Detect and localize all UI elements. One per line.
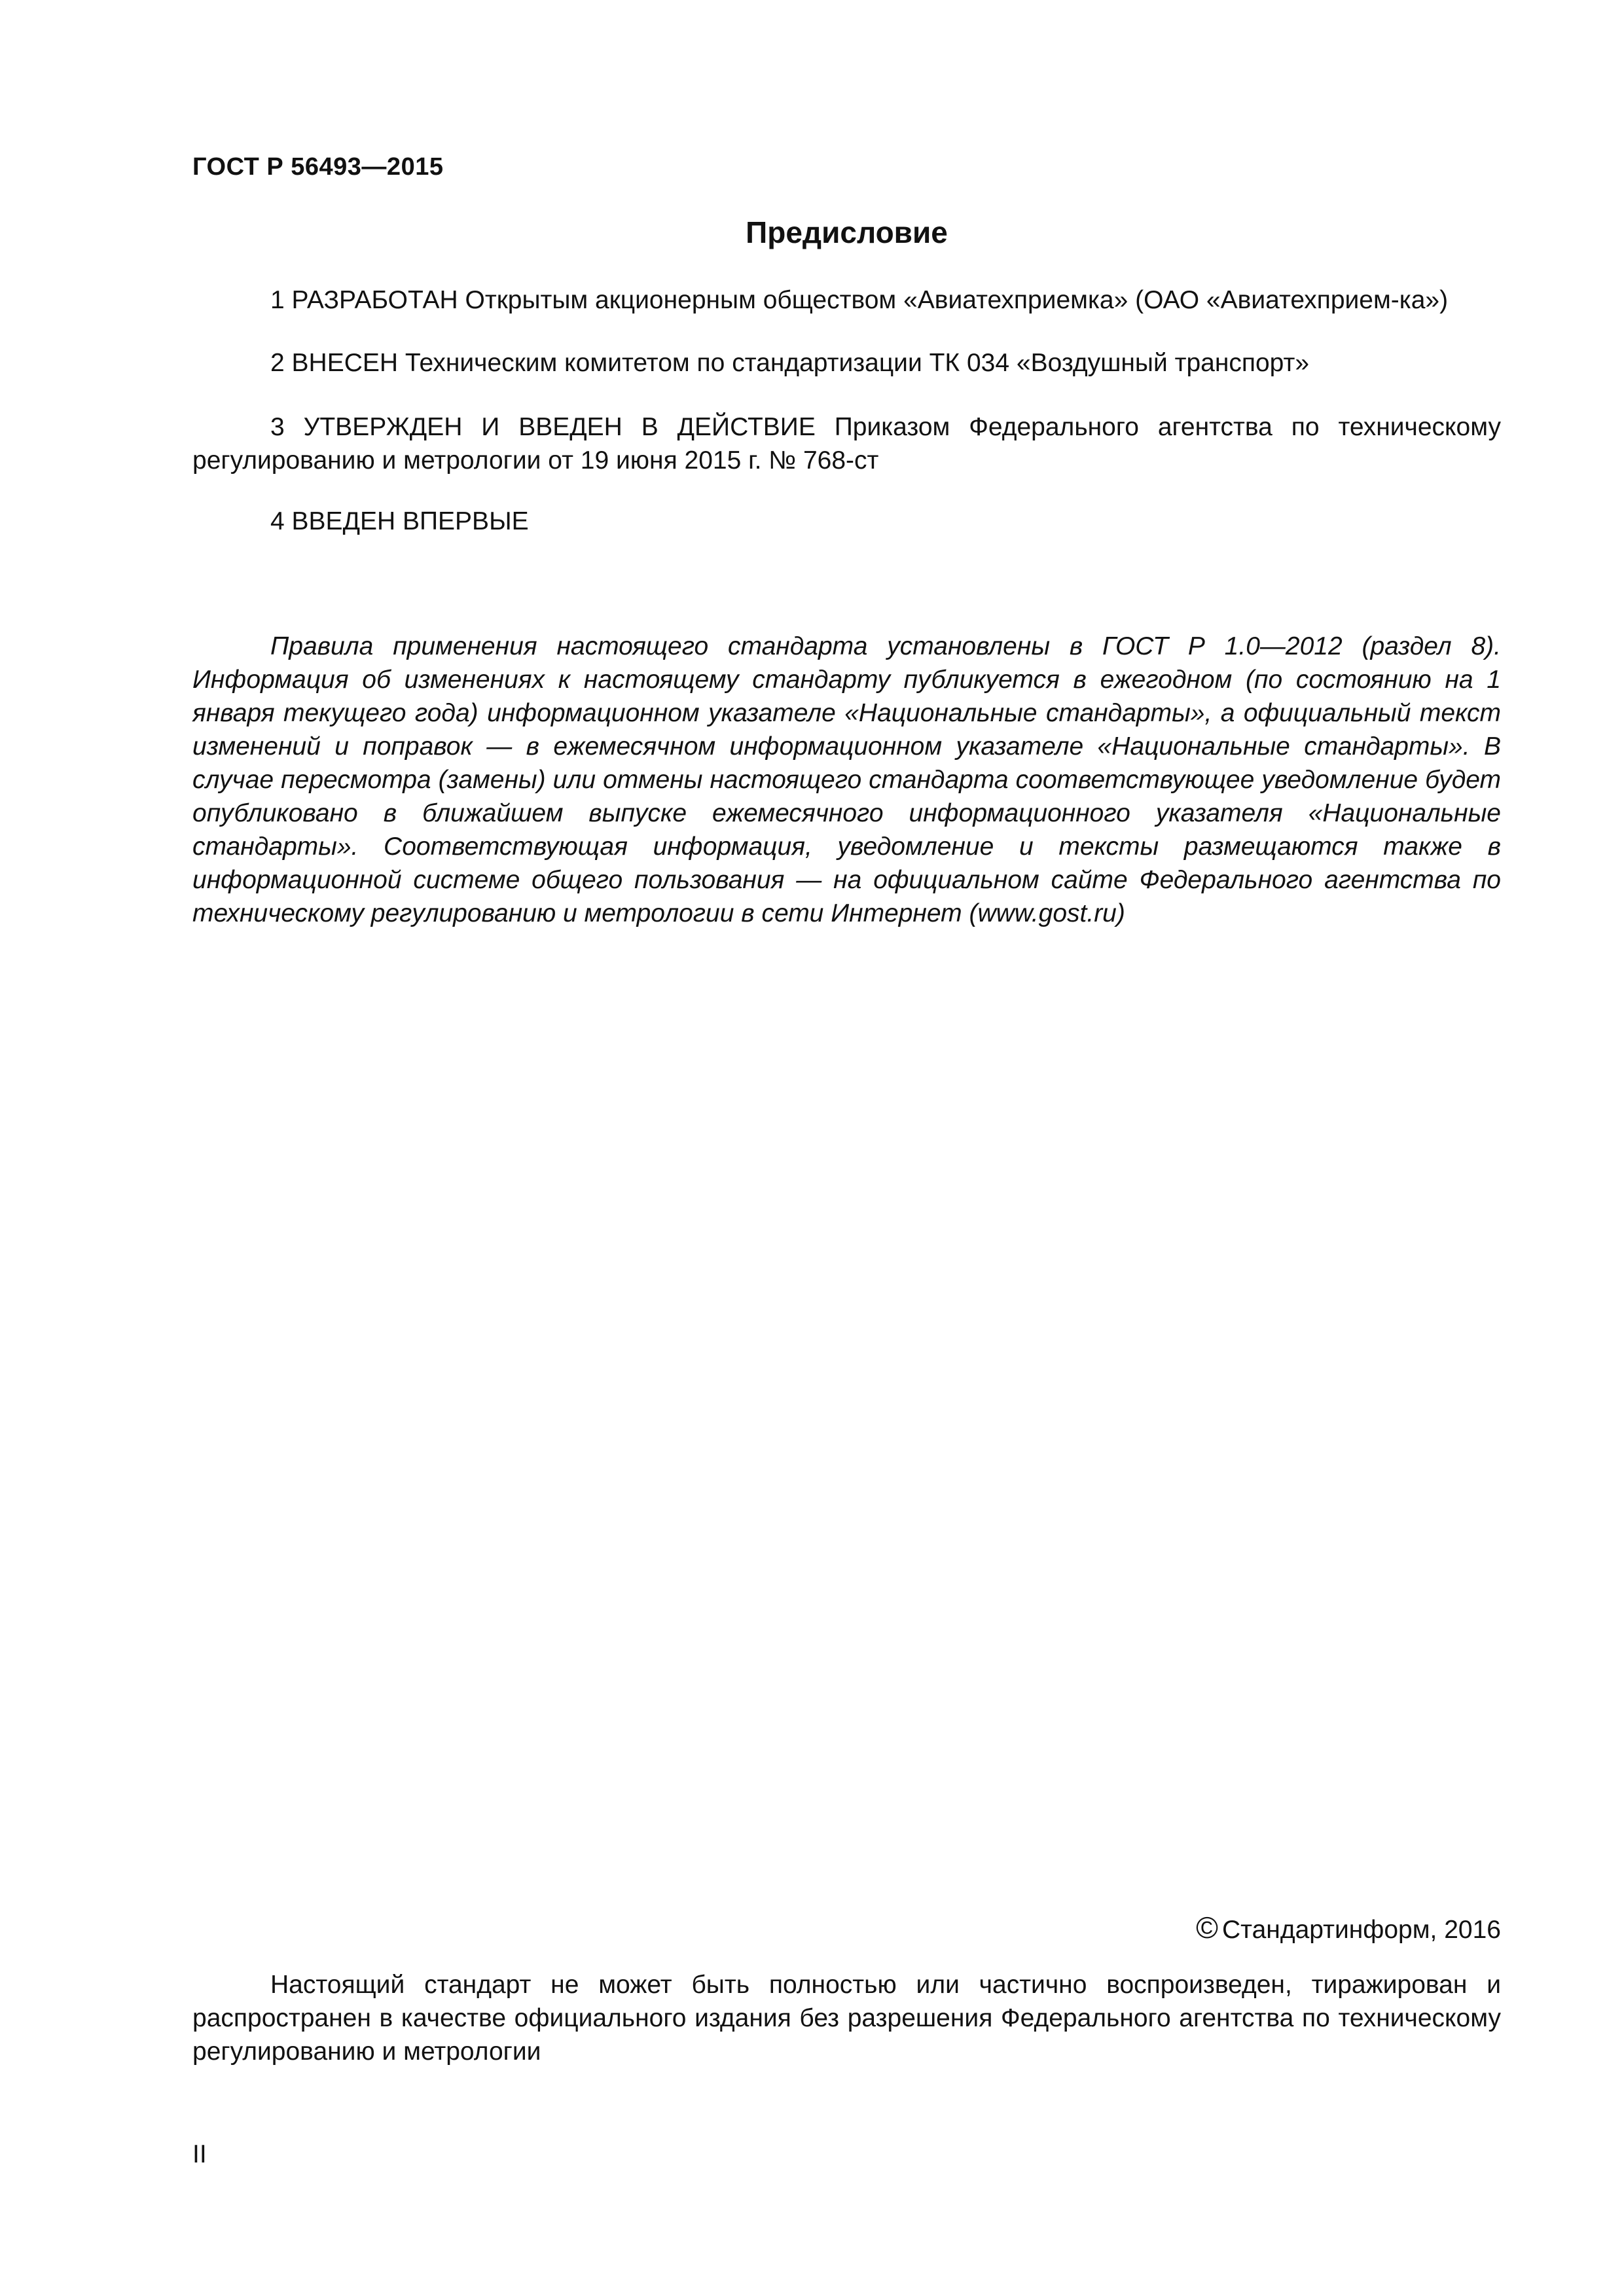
page-number: II	[192, 2140, 207, 2168]
rules-note: Правила применения настоящего стандарта установлены в ГОСТ Р 1.0—2012 (раздел 8). Информация об изменениях к настоящему стандарту публикуется в ежегодном (по состоянию на 1 января текущего года) информационном указателе «Национальные стандарты», а официальный текст изменений и поправок — в ежемесячном информационном указателе «Национальные стандарты». В случае пересмотра (замены) или отмены настоящего стандарта соответствующее уведомление будет опубликовано в ближайшем выпуске ежемесячного информационного указателя «Национальные стандарты». Соответствующая информация, уведомление и тексты размещаются также в информационной системе общего пользования — на официальном сайте Федерального агентства по техническому регулированию и метрологии в сети Интернет (www.gost.ru)	[192, 632, 1501, 927]
copyright-line	[192, 1910, 1501, 1945]
preface-item-introduced: 2 ВНЕСЕН Техническим комитетом по стандартизации ТК 034 «Воздушный транспорт»	[270, 349, 1310, 377]
preface-title: Предисловие	[746, 215, 948, 249]
preface-item-approved: 3 УТВЕРЖДЕН И ВВЕДЕН В ДЕЙСТВИЕ Приказом Федерального агентства по техническому регулированию и метрологии от 19 июня 2015 г. № 768-ст	[192, 413, 1501, 475]
reproduction-notice: Настоящий стандарт не может быть полностью или частично воспроизведен, тиражирован и распространен в качестве официального издания без разрешения Федерального агентства по техническому регулированию и метрологии	[192, 1971, 1501, 2066]
preface-item-developed: 1 РАЗРАБОТАН Открытым акционерным обществом «Авиатехприемка» (ОАО «Авиатехприем-ка»)	[270, 286, 1449, 314]
copyright-icon: ©	[1196, 1910, 1218, 1945]
document-code: ГОСТ Р 56493—2015	[192, 153, 444, 181]
copyright-text: Стандартинформ, 2016	[1222, 1916, 1501, 1944]
preface-item-first-introduced: 4 ВВЕДЕН ВПЕРВЫЕ	[270, 507, 529, 535]
